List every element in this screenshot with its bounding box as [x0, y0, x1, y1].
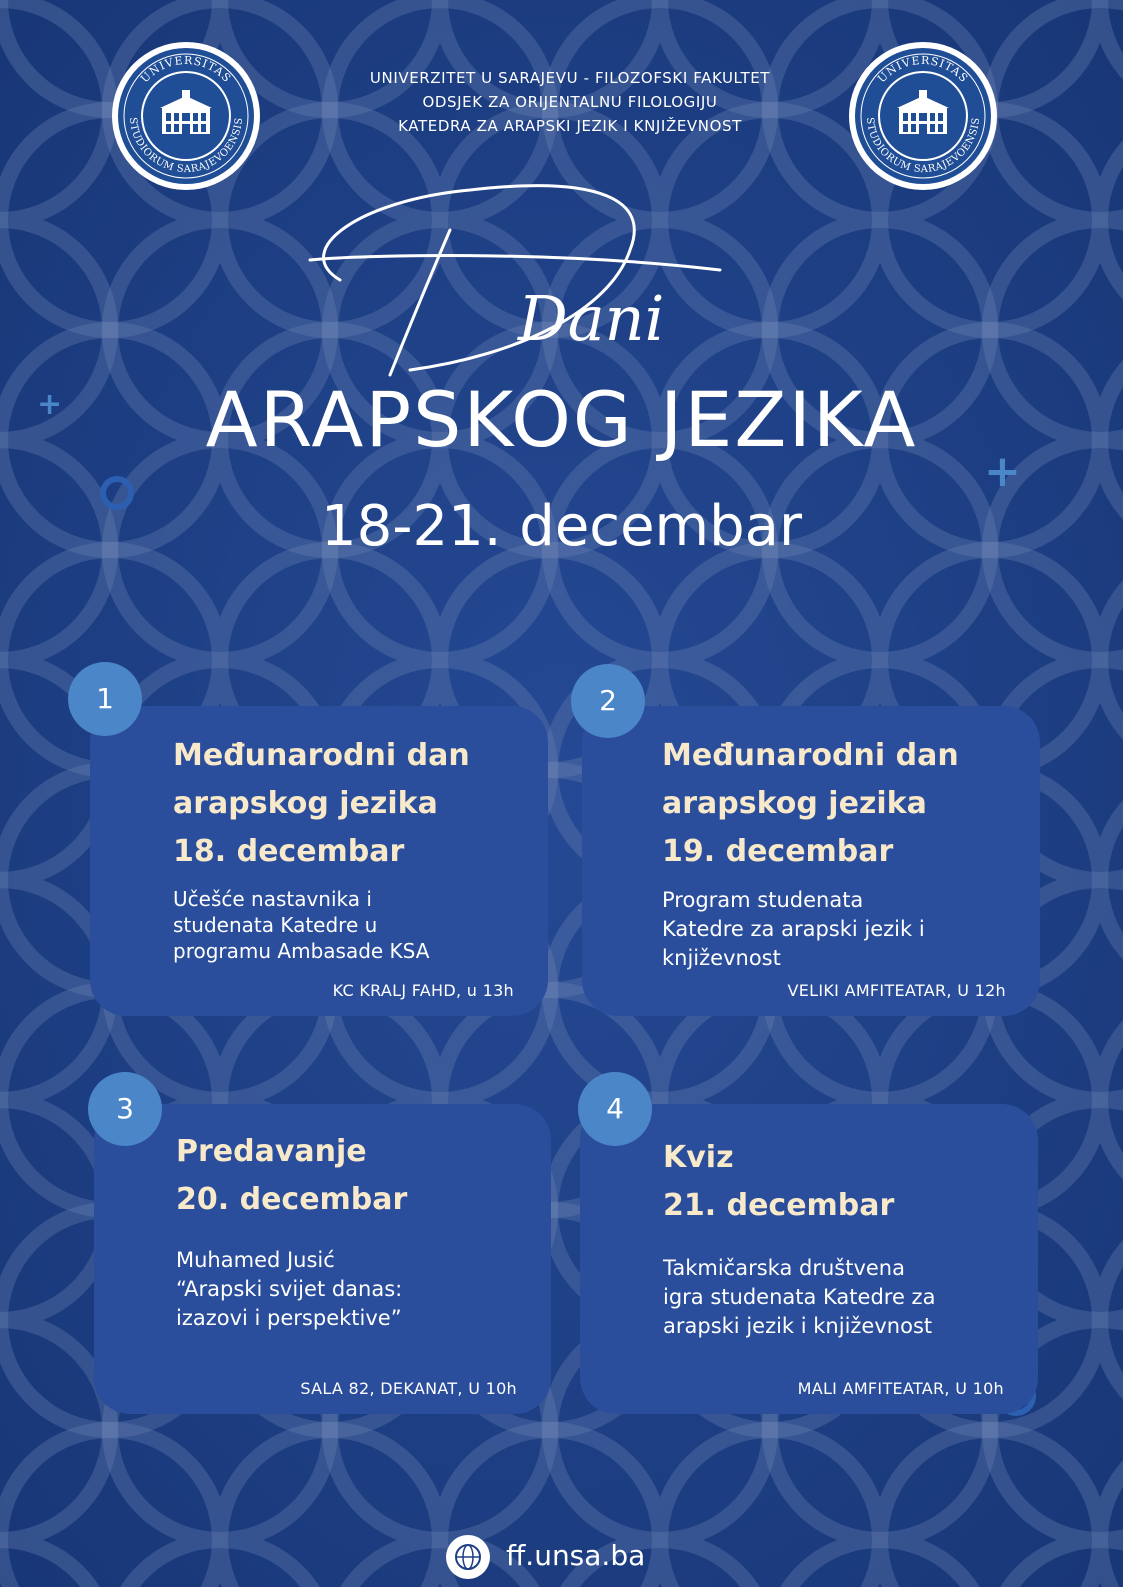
event-description-line: Takmičarska društvena [663, 1256, 905, 1280]
institution-header [300, 66, 840, 138]
seal-top-text: UNIVERSITAS [875, 53, 971, 86]
event-title-line: Međunarodni dan [662, 738, 959, 773]
event-description-line: arapski jezik i književnost [663, 1314, 933, 1338]
event-location: VELIKI AMFITEATAR, U 12h [787, 981, 1006, 1000]
event-location: KC KRALJ FAHD, u 13h [332, 981, 514, 1000]
script-title-text: Dani [518, 282, 665, 355]
event-description-line: Učešće nastavnika i [173, 887, 372, 911]
event-dates: 18-21. decembar [320, 494, 802, 559]
event-card-3 [94, 1104, 551, 1414]
script-title-dani [300, 160, 730, 390]
event-description-line: studenata Katedre u [173, 913, 378, 937]
main-title: ARAPSKOG JEZIKA [205, 375, 918, 464]
plus-decoration: + [37, 387, 63, 422]
event-location: MALI AMFITEATAR, U 10h [797, 1379, 1004, 1398]
header-department: ODSJEK ZA ORIJENTALNU FILOLOGIJU [422, 93, 718, 111]
event-description-line: Program studenata [662, 888, 864, 912]
event-number-badge: 3 [88, 1072, 162, 1146]
event-title-line: Predavanje [176, 1134, 367, 1169]
event-description-line: izazovi i perspektive” [176, 1306, 402, 1330]
ring-decoration [100, 476, 134, 510]
event-card-1 [90, 706, 548, 1016]
seal-top-text: UNIVERSITAS [138, 53, 234, 86]
event-title-line: Kviz [663, 1140, 734, 1175]
event-description-line: Muhamed Jusić [176, 1248, 335, 1272]
header-university: UNIVERZITET U SARAJEVU - FILOZOFSKI FAKULTET [369, 69, 771, 87]
event-title-line: Međunarodni dan [173, 738, 470, 773]
event-date: 20. decembar [176, 1182, 408, 1217]
event-date: 19. decembar [662, 834, 894, 869]
seal-bottom-text: STUDIORUM SARAJEVOENSIS [126, 116, 246, 176]
university-seal-right [849, 42, 997, 190]
event-title-line: arapskog jezika [662, 786, 927, 821]
event-location: SALA 82, DEKANAT, U 10h [300, 1379, 517, 1398]
event-number-badge: 4 [578, 1072, 652, 1146]
header-chair: KATEDRA ZA ARAPSKI JEZIK I KNJIŽEVNOST [398, 117, 742, 135]
event-number-badge: 1 [68, 662, 142, 736]
seal-bottom-text: STUDIORUM SARAJEVOENSIS [863, 116, 983, 176]
event-description-line: Katedre za arapski jezik i [662, 917, 925, 941]
event-description-line: igra studenata Katedre za [663, 1285, 936, 1309]
university-seal-left [112, 42, 260, 190]
plus-decoration: + [984, 446, 1021, 497]
website-link[interactable]: ff.unsa.ba [506, 1539, 646, 1572]
event-title-line: arapskog jezika [173, 786, 438, 821]
event-date: 21. decembar [663, 1188, 895, 1223]
event-description-line: književnost [662, 946, 781, 970]
event-date: 18. decembar [173, 834, 405, 869]
event-number-badge: 2 [571, 664, 645, 738]
event-description-line: programu Ambasade KSA [173, 939, 430, 963]
event-description-line: “Arapski svijet danas: [176, 1277, 403, 1301]
event-card-2 [582, 706, 1040, 1016]
event-card-4 [580, 1104, 1038, 1414]
globe-icon [446, 1535, 490, 1579]
